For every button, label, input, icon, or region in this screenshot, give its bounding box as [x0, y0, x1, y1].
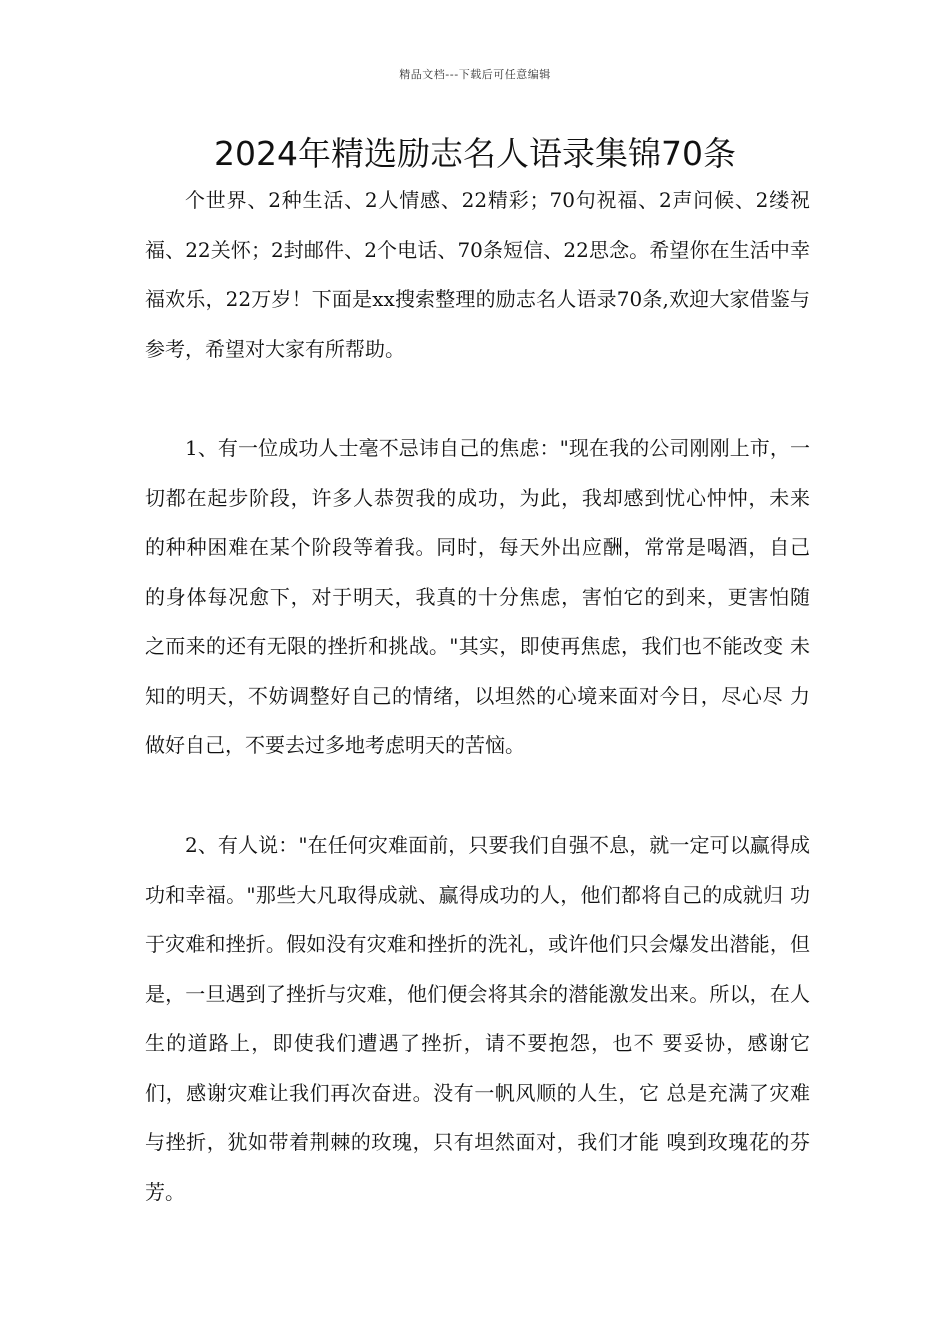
quote-paragraph-1: 1、有一位成功人士毫不忌讳自己的焦虑："现在我的公司刚刚上市，一 切都在起步阶段，许多人恭贺我的成功，为此，我却感到忧心忡忡，未来 的种种困难在某个阶段等着我。同时，每天外出应酬，常常是喝酒，自己 的身体每况愈下，对于明天，我真的十分焦虑，害怕它的到来，更害怕随 之而来的还有无限的挫折和挑战。"其实，即使再焦虑，我们也不能改变 未知的明天，不妨调整好自己的情绪，以坦然的心境来面对今日，尽心尽 力做好自己，不要去过多地考虑明天的苦恼。: [145, 436, 810, 757]
quote-paragraph-2: 2、有人说："在任何灾难面前，只要我们自强不息，就一定可以赢得成 功和幸福。"那些大凡取得成就、赢得成功的人，他们都将自己的成就归 功于灾难和挫折。假如没有灾难和挫折的洗礼，或许他们只会爆发出潜能，但是，一旦遇到了挫折与灾难，他们便会将其余的潜能激发出来。所以，在人生的道路上，即使我们遭遇了挫折，请不要抱怨，也不 要妥协，感谢它们，感谢灾难让我们再次奋进。没有一帆风顺的人生，它 总是充满了灾难与挫折，犹如带着荆棘的玫瑰，只有坦然面对，我们才能 嗅到玫瑰花的芬芳。: [145, 833, 810, 1204]
intro-paragraph: 个世界、2种生活、2人情感、22精彩；70句祝福、2声问候、2缕祝福、22关怀；2封邮件、2个电话、70条短信、22思念。希望你在生活中幸福欢乐，22万岁！下面是xx搜索整理的励志名人语录70条,欢迎大家借鉴与参考，希望对大家有所帮助。: [145, 188, 810, 361]
header-note: 精品文档---下载后可任意编辑: [399, 68, 551, 81]
document-title: 2024年精选励志名人语录集锦70条: [214, 134, 736, 173]
